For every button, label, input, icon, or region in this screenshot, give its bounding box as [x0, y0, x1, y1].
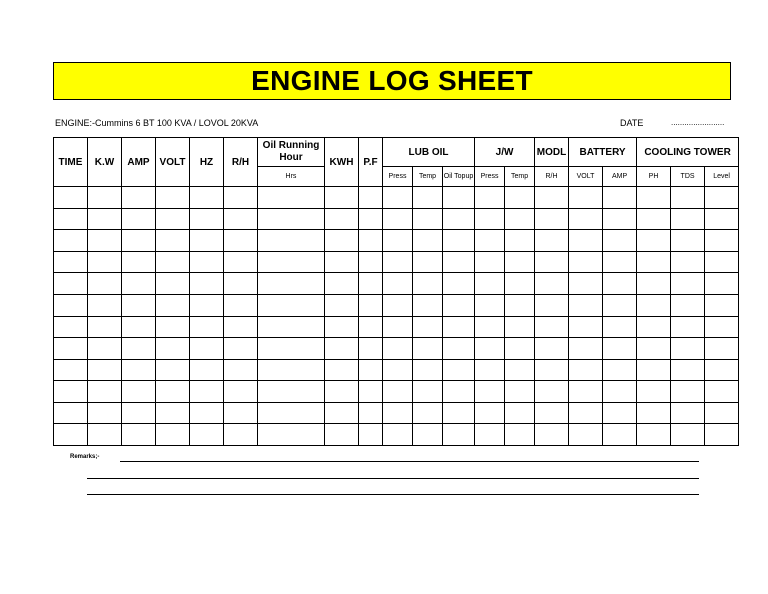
- table-cell[interactable]: [258, 424, 325, 446]
- table-cell[interactable]: [475, 424, 505, 446]
- table-cell[interactable]: [705, 424, 739, 446]
- table-cell[interactable]: [603, 316, 637, 338]
- table-cell[interactable]: [413, 338, 443, 360]
- table-cell[interactable]: [569, 316, 603, 338]
- table-cell[interactable]: [122, 381, 156, 403]
- table-cell[interactable]: [535, 187, 569, 209]
- table-cell[interactable]: [413, 359, 443, 381]
- table-cell[interactable]: [413, 208, 443, 230]
- table-cell[interactable]: [156, 294, 190, 316]
- table-cell[interactable]: [637, 208, 671, 230]
- table-cell[interactable]: [637, 424, 671, 446]
- table-cell[interactable]: [325, 230, 359, 252]
- table-cell[interactable]: [413, 402, 443, 424]
- subheader-battery-amp: AMP: [603, 167, 637, 187]
- table-cell[interactable]: [505, 402, 535, 424]
- table-cell[interactable]: [505, 208, 535, 230]
- table-cell[interactable]: [156, 316, 190, 338]
- table-cell[interactable]: [475, 359, 505, 381]
- table-cell[interactable]: [413, 294, 443, 316]
- table-cell[interactable]: [359, 273, 383, 295]
- header-kw: K.W: [88, 138, 122, 187]
- table-cell[interactable]: [88, 402, 122, 424]
- table-cell[interactable]: [637, 230, 671, 252]
- table-cell[interactable]: [475, 338, 505, 360]
- table-cell[interactable]: [190, 402, 224, 424]
- table-cell[interactable]: [88, 273, 122, 295]
- table-row: [54, 294, 739, 316]
- header-battery: BATTERY: [569, 138, 637, 167]
- table-row: [54, 359, 739, 381]
- table-cell[interactable]: [475, 316, 505, 338]
- table-cell[interactable]: [122, 424, 156, 446]
- table-cell[interactable]: [258, 338, 325, 360]
- table-cell[interactable]: [569, 208, 603, 230]
- header-lub-oil: LUB OIL: [383, 138, 475, 167]
- table-cell[interactable]: [224, 187, 258, 209]
- table-cell[interactable]: [258, 316, 325, 338]
- table-cell[interactable]: [325, 273, 359, 295]
- table-cell[interactable]: [258, 402, 325, 424]
- subheader-hrs: Hrs: [258, 167, 325, 187]
- table-cell[interactable]: [535, 273, 569, 295]
- table-cell[interactable]: [325, 338, 359, 360]
- date-field[interactable]: ........................: [671, 118, 725, 127]
- table-cell[interactable]: [443, 273, 475, 295]
- table-cell[interactable]: [54, 273, 88, 295]
- table-cell[interactable]: [54, 208, 88, 230]
- table-cell[interactable]: [603, 338, 637, 360]
- table-cell[interactable]: [475, 208, 505, 230]
- table-row: [54, 424, 739, 446]
- table-cell[interactable]: [535, 359, 569, 381]
- table-cell[interactable]: [122, 402, 156, 424]
- table-cell[interactable]: [443, 187, 475, 209]
- table-cell[interactable]: [122, 316, 156, 338]
- table-cell[interactable]: [224, 424, 258, 446]
- table-cell[interactable]: [190, 316, 224, 338]
- table-cell[interactable]: [413, 316, 443, 338]
- table-cell[interactable]: [671, 402, 705, 424]
- table-cell[interactable]: [413, 424, 443, 446]
- table-cell[interactable]: [190, 338, 224, 360]
- table-cell[interactable]: [88, 208, 122, 230]
- page-title: ENGINE LOG SHEET: [251, 65, 533, 96]
- table-cell[interactable]: [325, 381, 359, 403]
- table-cell[interactable]: [54, 294, 88, 316]
- table-cell[interactable]: [443, 338, 475, 360]
- table-cell[interactable]: [705, 338, 739, 360]
- header-pf: P.F: [359, 138, 383, 187]
- log-table: [53, 137, 739, 446]
- table-cell[interactable]: [535, 294, 569, 316]
- table-cell[interactable]: [190, 208, 224, 230]
- table-row: [54, 208, 739, 230]
- table-cell[interactable]: [88, 251, 122, 273]
- table-cell[interactable]: [190, 187, 224, 209]
- remarks-line-1[interactable]: [120, 461, 699, 462]
- table-cell[interactable]: [603, 230, 637, 252]
- table-cell[interactable]: [603, 359, 637, 381]
- header-cooling-tower: COOLING TOWER: [637, 138, 739, 167]
- table-cell[interactable]: [505, 251, 535, 273]
- table-cell[interactable]: [505, 273, 535, 295]
- table-cell[interactable]: [383, 424, 413, 446]
- table-cell[interactable]: [475, 273, 505, 295]
- table-cell[interactable]: [383, 381, 413, 403]
- table-cell[interactable]: [54, 187, 88, 209]
- table-cell[interactable]: [637, 359, 671, 381]
- table-cell[interactable]: [359, 208, 383, 230]
- table-cell[interactable]: [54, 424, 88, 446]
- table-cell[interactable]: [156, 208, 190, 230]
- table-cell[interactable]: [671, 273, 705, 295]
- table-cell[interactable]: [224, 381, 258, 403]
- table-cell[interactable]: [224, 402, 258, 424]
- table-cell[interactable]: [443, 208, 475, 230]
- table-cell[interactable]: [505, 230, 535, 252]
- table-row: [54, 230, 739, 252]
- table-cell[interactable]: [637, 251, 671, 273]
- table-cell[interactable]: [325, 402, 359, 424]
- table-cell[interactable]: [383, 316, 413, 338]
- table-cell[interactable]: [383, 251, 413, 273]
- table-cell[interactable]: [156, 402, 190, 424]
- table-cell[interactable]: [383, 294, 413, 316]
- table-cell[interactable]: [443, 424, 475, 446]
- table-cell[interactable]: [190, 251, 224, 273]
- header-volt: VOLT: [156, 138, 190, 187]
- table-cell[interactable]: [535, 338, 569, 360]
- table-cell[interactable]: [671, 208, 705, 230]
- table-row: [54, 316, 739, 338]
- table-cell[interactable]: [475, 230, 505, 252]
- table-cell[interactable]: [54, 381, 88, 403]
- table-cell[interactable]: [475, 294, 505, 316]
- table-cell[interactable]: [475, 187, 505, 209]
- table-cell[interactable]: [637, 273, 671, 295]
- table-cell[interactable]: [535, 251, 569, 273]
- table-cell[interactable]: [156, 251, 190, 273]
- table-cell[interactable]: [535, 402, 569, 424]
- table-cell[interactable]: [705, 359, 739, 381]
- subheader-lub-press: Press: [383, 167, 413, 187]
- table-cell[interactable]: [569, 381, 603, 403]
- table-cell[interactable]: [325, 424, 359, 446]
- table-cell[interactable]: [505, 381, 535, 403]
- table-cell[interactable]: [443, 359, 475, 381]
- table-cell[interactable]: [705, 273, 739, 295]
- table-cell[interactable]: [325, 187, 359, 209]
- table-cell[interactable]: [383, 402, 413, 424]
- table-cell[interactable]: [122, 230, 156, 252]
- header-jw: J/W: [475, 138, 535, 167]
- subheader-jw-temp: Temp: [505, 167, 535, 187]
- table-cell[interactable]: [505, 424, 535, 446]
- table-cell[interactable]: [603, 294, 637, 316]
- table-cell[interactable]: [705, 230, 739, 252]
- table-cell[interactable]: [88, 359, 122, 381]
- table-cell[interactable]: [413, 187, 443, 209]
- table-cell[interactable]: [88, 381, 122, 403]
- table-cell[interactable]: [671, 359, 705, 381]
- subheader-lub-temp: Temp: [413, 167, 443, 187]
- table-cell[interactable]: [505, 187, 535, 209]
- table-cell[interactable]: [359, 338, 383, 360]
- table-cell[interactable]: [54, 316, 88, 338]
- table-cell[interactable]: [88, 338, 122, 360]
- table-cell[interactable]: [224, 338, 258, 360]
- table-cell[interactable]: [505, 338, 535, 360]
- subheader-modl-rh: R/H: [535, 167, 569, 187]
- table-cell[interactable]: [122, 359, 156, 381]
- table-cell[interactable]: [359, 359, 383, 381]
- header-modl: MODL: [535, 138, 569, 167]
- table-cell[interactable]: [359, 402, 383, 424]
- table-cell[interactable]: [569, 338, 603, 360]
- table-cell[interactable]: [359, 294, 383, 316]
- table-cell[interactable]: [88, 316, 122, 338]
- table-cell[interactable]: [705, 187, 739, 209]
- table-cell[interactable]: [705, 316, 739, 338]
- table-cell[interactable]: [359, 251, 383, 273]
- table-cell[interactable]: [190, 424, 224, 446]
- table-cell[interactable]: [671, 338, 705, 360]
- table-cell[interactable]: [505, 316, 535, 338]
- table-cell[interactable]: [603, 187, 637, 209]
- table-cell[interactable]: [443, 316, 475, 338]
- table-cell[interactable]: [258, 187, 325, 209]
- table-cell[interactable]: [156, 359, 190, 381]
- table-cell[interactable]: [637, 381, 671, 403]
- table-cell[interactable]: [413, 251, 443, 273]
- header-rh: R/H: [224, 138, 258, 187]
- table-row: [54, 273, 739, 295]
- table-cell[interactable]: [637, 338, 671, 360]
- table-cell[interactable]: [156, 187, 190, 209]
- table-cell[interactable]: [359, 316, 383, 338]
- table-cell[interactable]: [705, 208, 739, 230]
- table-cell[interactable]: [224, 294, 258, 316]
- table-cell[interactable]: [705, 402, 739, 424]
- table-cell[interactable]: [224, 316, 258, 338]
- table-cell[interactable]: [258, 273, 325, 295]
- table-cell[interactable]: [156, 338, 190, 360]
- table-cell[interactable]: [156, 381, 190, 403]
- table-cell[interactable]: [535, 381, 569, 403]
- table-cell[interactable]: [359, 381, 383, 403]
- date-label: DATE: [620, 118, 644, 128]
- table-cell[interactable]: [258, 230, 325, 252]
- table-cell[interactable]: [671, 187, 705, 209]
- table-cell[interactable]: [443, 294, 475, 316]
- table-cell[interactable]: [359, 230, 383, 252]
- subheader-ph: PH: [637, 167, 671, 187]
- table-cell[interactable]: [88, 424, 122, 446]
- table-cell[interactable]: [190, 359, 224, 381]
- table-cell[interactable]: [258, 294, 325, 316]
- table-cell[interactable]: [671, 316, 705, 338]
- table-cell[interactable]: [156, 424, 190, 446]
- subheader-battery-volt: VOLT: [569, 167, 603, 187]
- table-row: [54, 338, 739, 360]
- header-hz: HZ: [190, 138, 224, 187]
- table-cell[interactable]: [569, 294, 603, 316]
- subheader-jw-press: Press: [475, 167, 505, 187]
- table-cell[interactable]: [603, 273, 637, 295]
- header-kwh: KWH: [325, 138, 359, 187]
- table-cell[interactable]: [505, 359, 535, 381]
- table-cell[interactable]: [443, 402, 475, 424]
- table-cell[interactable]: [224, 208, 258, 230]
- table-row: [54, 402, 739, 424]
- table-cell[interactable]: [190, 273, 224, 295]
- table-cell[interactable]: [475, 402, 505, 424]
- table-cell[interactable]: [224, 230, 258, 252]
- table-cell[interactable]: [122, 251, 156, 273]
- table-cell[interactable]: [603, 251, 637, 273]
- table-cell[interactable]: [383, 187, 413, 209]
- table-cell[interactable]: [505, 294, 535, 316]
- title-banner: [53, 62, 731, 100]
- table-cell[interactable]: [224, 251, 258, 273]
- log-table-body: [54, 187, 739, 446]
- table-cell[interactable]: [122, 338, 156, 360]
- table-cell[interactable]: [88, 187, 122, 209]
- table-cell[interactable]: [535, 424, 569, 446]
- table-cell[interactable]: [443, 251, 475, 273]
- table-cell[interactable]: [603, 402, 637, 424]
- table-row: [54, 187, 739, 209]
- table-cell[interactable]: [88, 230, 122, 252]
- table-cell[interactable]: [569, 273, 603, 295]
- table-cell[interactable]: [671, 424, 705, 446]
- table-cell[interactable]: [122, 294, 156, 316]
- table-cell[interactable]: [569, 424, 603, 446]
- remarks-label: Remarks;-: [70, 454, 100, 460]
- subheader-oil-topup: Oil Topup: [443, 167, 475, 187]
- table-cell[interactable]: [54, 402, 88, 424]
- table-cell[interactable]: [535, 230, 569, 252]
- table-cell[interactable]: [475, 381, 505, 403]
- table-cell[interactable]: [258, 381, 325, 403]
- table-cell[interactable]: [122, 187, 156, 209]
- table-cell[interactable]: [54, 338, 88, 360]
- table-cell[interactable]: [413, 230, 443, 252]
- table-cell[interactable]: [637, 316, 671, 338]
- table-cell[interactable]: [535, 316, 569, 338]
- table-cell[interactable]: [325, 294, 359, 316]
- header-oil-running-hour: Oil Running Hour: [258, 138, 325, 167]
- table-cell[interactable]: [383, 273, 413, 295]
- table-cell[interactable]: [383, 230, 413, 252]
- table-cell[interactable]: [156, 230, 190, 252]
- table-cell[interactable]: [637, 402, 671, 424]
- table-cell[interactable]: [122, 273, 156, 295]
- table-cell[interactable]: [383, 338, 413, 360]
- table-cell[interactable]: [54, 251, 88, 273]
- table-cell[interactable]: [413, 381, 443, 403]
- remarks-line-3[interactable]: [87, 494, 699, 495]
- table-cell[interactable]: [383, 359, 413, 381]
- table-cell[interactable]: [325, 359, 359, 381]
- table-cell[interactable]: [569, 230, 603, 252]
- table-cell[interactable]: [413, 273, 443, 295]
- table-cell[interactable]: [671, 230, 705, 252]
- table-cell[interactable]: [603, 208, 637, 230]
- table-cell[interactable]: [88, 294, 122, 316]
- table-cell[interactable]: [671, 381, 705, 403]
- table-cell[interactable]: [443, 230, 475, 252]
- table-cell[interactable]: [156, 273, 190, 295]
- table-cell[interactable]: [224, 359, 258, 381]
- subheader-tds: TDS: [671, 167, 705, 187]
- remarks-line-2[interactable]: [87, 478, 699, 479]
- table-cell[interactable]: [325, 251, 359, 273]
- table-cell[interactable]: [258, 359, 325, 381]
- table-cell[interactable]: [325, 316, 359, 338]
- table-cell[interactable]: [475, 251, 505, 273]
- table-cell[interactable]: [569, 187, 603, 209]
- table-cell[interactable]: [603, 381, 637, 403]
- header-time: TIME: [54, 138, 88, 187]
- table-cell[interactable]: [190, 294, 224, 316]
- table-cell[interactable]: [359, 424, 383, 446]
- table-row: [54, 381, 739, 403]
- table-cell[interactable]: [671, 294, 705, 316]
- table-cell[interactable]: [383, 208, 413, 230]
- table-row: [54, 251, 739, 273]
- table-cell[interactable]: [705, 294, 739, 316]
- table-cell[interactable]: [359, 187, 383, 209]
- table-cell[interactable]: [705, 251, 739, 273]
- table-cell[interactable]: [190, 381, 224, 403]
- table-cell[interactable]: [705, 381, 739, 403]
- table-cell[interactable]: [258, 208, 325, 230]
- table-cell[interactable]: [671, 251, 705, 273]
- table-cell[interactable]: [637, 294, 671, 316]
- table-cell[interactable]: [54, 230, 88, 252]
- table-cell[interactable]: [603, 424, 637, 446]
- table-cell[interactable]: [258, 251, 325, 273]
- table-cell[interactable]: [569, 251, 603, 273]
- table-cell[interactable]: [443, 381, 475, 403]
- table-cell[interactable]: [122, 208, 156, 230]
- table-cell[interactable]: [224, 273, 258, 295]
- table-cell[interactable]: [325, 208, 359, 230]
- header-amp: AMP: [122, 138, 156, 187]
- table-cell[interactable]: [637, 187, 671, 209]
- table-cell[interactable]: [569, 402, 603, 424]
- table-cell[interactable]: [190, 230, 224, 252]
- table-cell[interactable]: [535, 208, 569, 230]
- table-cell[interactable]: [569, 359, 603, 381]
- subheader-level: Level: [705, 167, 739, 187]
- engine-info: ENGINE:-Cummins 6 BT 100 KVA / LOVOL 20KVA: [55, 118, 259, 128]
- table-cell[interactable]: [54, 359, 88, 381]
